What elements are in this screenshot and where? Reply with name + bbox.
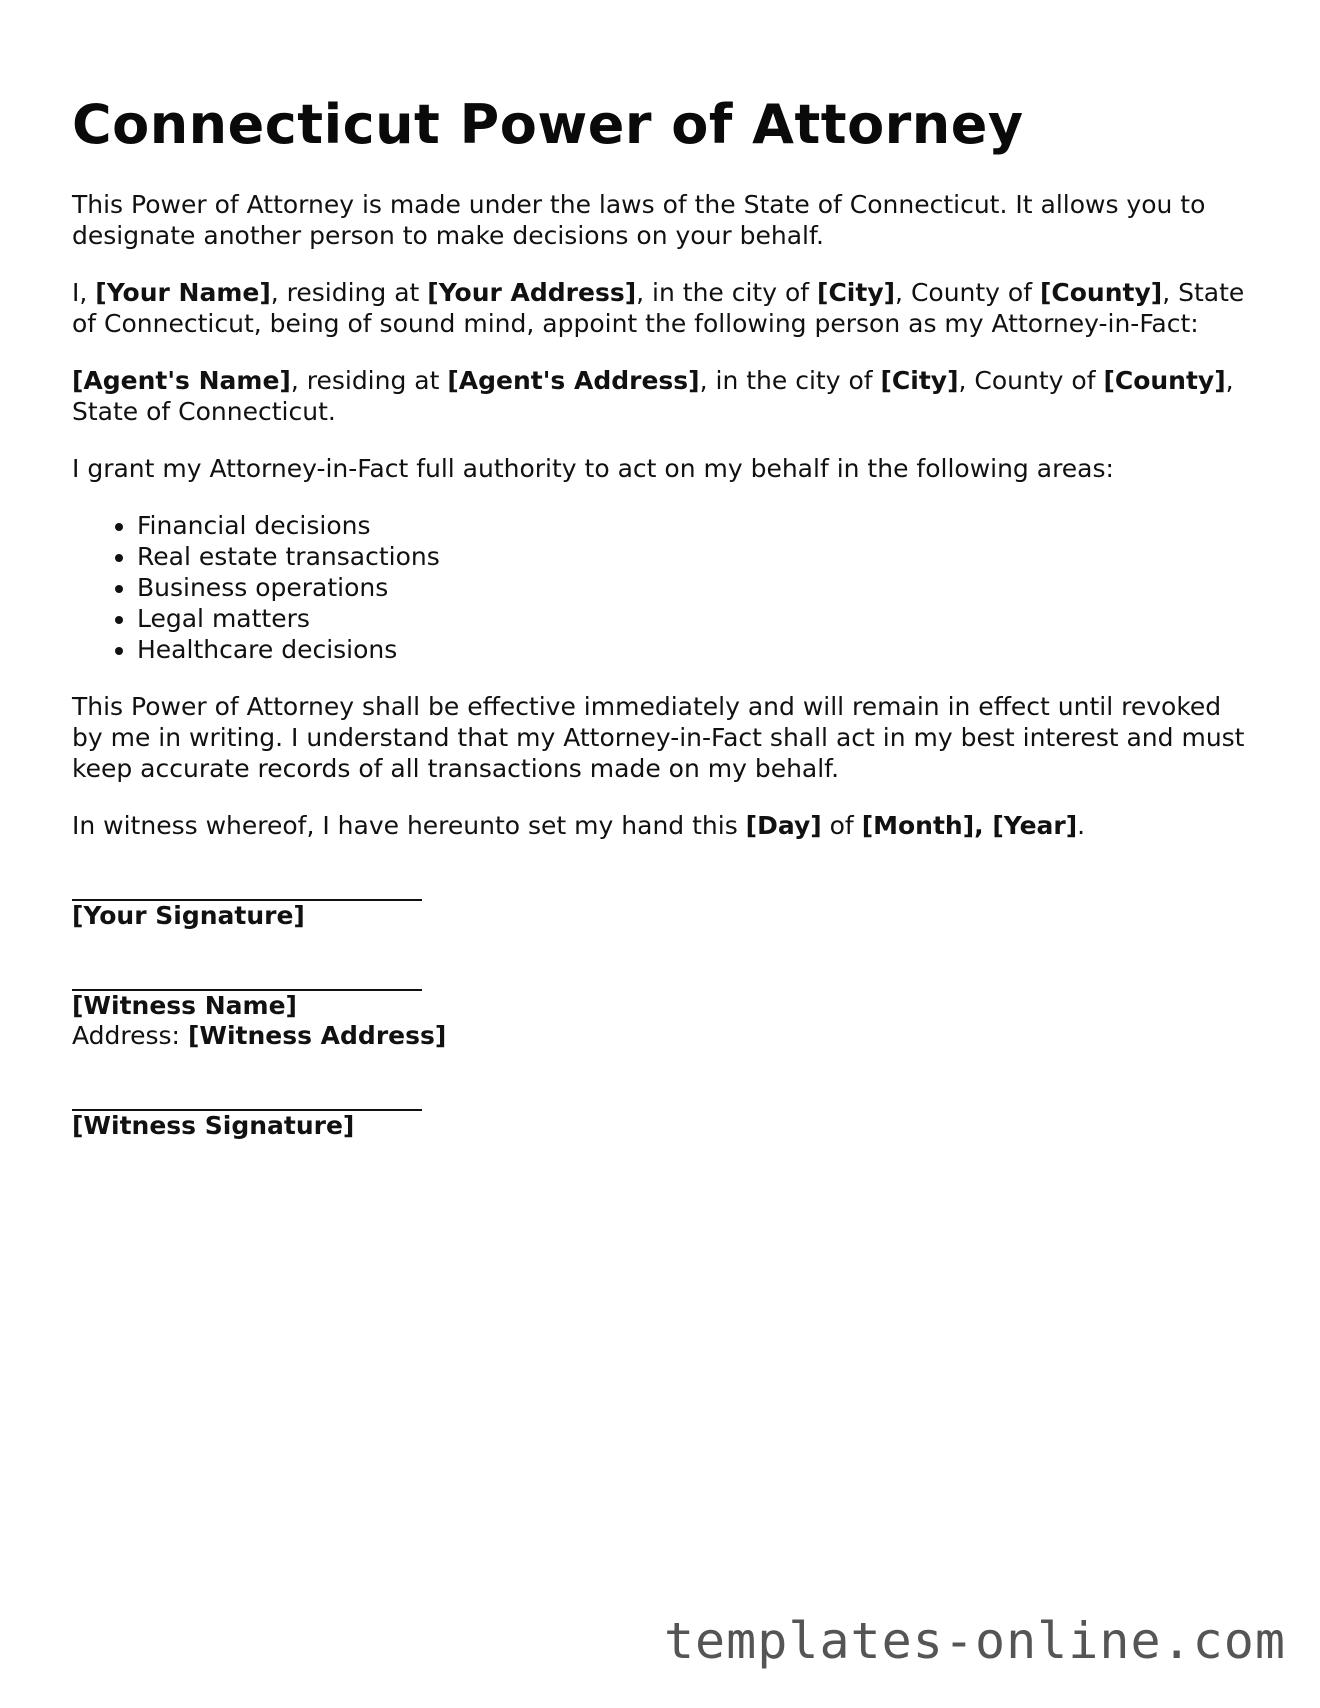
intro-paragraph: This Power of Attorney is made under the laws of the State of Connecticut. It allows you to designate another person to make decisions on your behalf. (72, 190, 1206, 250)
grantor-text-4: , State of Connecticut, being of sound mind, appoint the following person as my Attorney-in-Fact: (72, 278, 1245, 338)
witness-clause (72, 810, 1257, 841)
agent-name-placeholder: [Agent's Name] (72, 366, 291, 395)
authority-areas-list (72, 510, 1257, 665)
day-placeholder: [Day] (745, 811, 822, 840)
grantor-prefix: I, (72, 278, 96, 307)
agent-county-placeholder: [County] (1103, 366, 1226, 395)
effective-paragraph: This Power of Attorney shall be effective immediately and will remain in effect until revoked by me in writing. I understand that my Attorney-in-Fact shall act in my best interest and must keep accurate records of all transactions made on my behalf. (72, 692, 1245, 783)
grantor-name-placeholder: [Your Name] (95, 278, 271, 307)
agent-paragraph (72, 365, 1257, 427)
grantor-city-placeholder: [City] (817, 278, 896, 307)
grantor-text-2: , in the city of (636, 278, 818, 307)
grantor-text-1: , residing at (270, 278, 428, 307)
witness-name-label: [Witness Name] (72, 991, 297, 1020)
witness-text-1: In witness whereof, I have hereunto set my hand this (72, 811, 746, 840)
witness-text-3: . (1077, 811, 1086, 840)
witness-address-label: Address: (72, 1021, 188, 1050)
signature-block (72, 869, 1257, 1141)
agent-text-3: , County of (958, 366, 1104, 395)
document-page (72, 0, 1257, 1141)
list-item: • Business operations (137, 572, 1257, 603)
list-item: • Legal matters (137, 603, 1257, 634)
agent-text-4: , State of Connecticut. (72, 366, 1234, 426)
month-year-placeholder: [Month], [Year] (861, 811, 1078, 840)
grantor-paragraph (72, 277, 1257, 339)
grantor-text-3: , County of (895, 278, 1040, 307)
grant-paragraph: I grant my Attorney-in-Fact full authority to act on my behalf in the following areas: (72, 454, 1114, 483)
agent-text-2: , in the city of (699, 366, 881, 395)
list-item: • Real estate transactions (137, 541, 1257, 572)
agent-address-placeholder: [Agent's Address] (447, 366, 700, 395)
witness-address-row (72, 1021, 1257, 1051)
grantor-county-placeholder: [County] (1039, 278, 1163, 307)
witness-address-placeholder: [Witness Address] (187, 1021, 447, 1050)
your-signature-label: [Your Signature] (72, 901, 305, 930)
list-item: • Financial decisions (137, 510, 1257, 541)
watermark: templates-online.com (663, 1612, 1286, 1670)
witness-signature-label: [Witness Signature] (72, 1111, 355, 1140)
witness-text-2: of (821, 811, 862, 840)
agent-text-1: , residing at (290, 366, 448, 395)
list-item: • Healthcare decisions (137, 634, 1257, 665)
grantor-address-placeholder: [Your Address] (427, 278, 637, 307)
agent-city-placeholder: [City] (880, 366, 959, 395)
page-title: Connecticut Power of Attorney (72, 93, 1024, 156)
